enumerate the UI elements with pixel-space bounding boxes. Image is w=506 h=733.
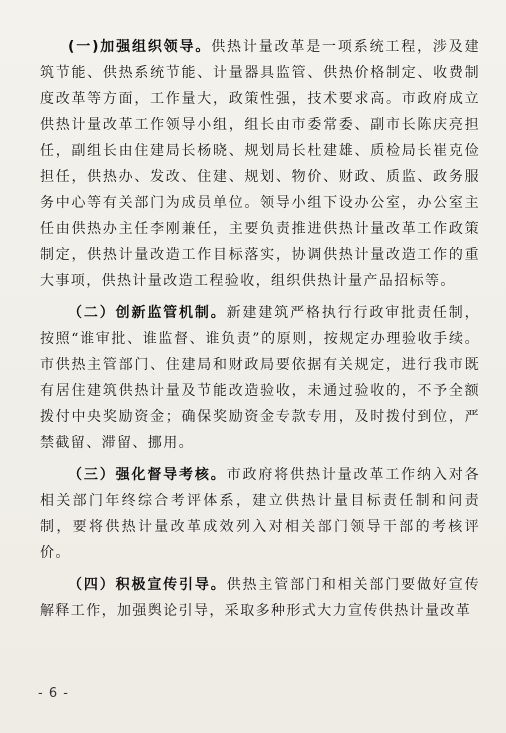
paragraph-heading: (一)加强组织领导。: [68, 39, 212, 55]
paragraph-publicity-guidance: [40, 572, 480, 624]
paragraph-supervision-assessment: [40, 462, 480, 566]
paragraph-text: 市政府将供热计量改革工作纳入对各相关部门年终综合考评体系，建立供热计量目标责任制和问责制，要将供热计量改革成效列入对相关部门领导干部的考核评价。: [40, 467, 480, 561]
paragraph-heading: （三）强化督导考核。: [68, 467, 227, 483]
paragraph-heading: （四）积极宣传引导。: [68, 577, 227, 593]
paragraph-text: 供热计量改革是一项系统工程，涉及建筑节能、供热系统节能、计量器具监管、供热价格制定、收费制度改革等方面，工作量大，政策性强，技术要求高。市政府成立供热计量改革工作领导小组，组长由市委常委、副市长陈庆亮担任，副组长由住建局长杨晓、规划局长杜建雄、质检局长崔克俭担任，供热办、发改、住建、规划、物价、财政、质监、政务服务中心等有关部门为成员单位。领导小组下设办公室，办公室主任由供热办主任李刚兼任，主要负责推进供热计量改革工作政策制定，供热计量改造工作目标落实，协调供热计量改造工作的重大事项，供热计量改造工程验收，组织供热计量产品招标等。: [40, 39, 480, 289]
document-body: [40, 34, 480, 630]
paragraph-heading: （二）创新监管机制。: [68, 305, 227, 321]
paragraph-text: 新建建筑严格执行行政审批责任制，按照“谁审批、谁监督、谁负责”的原则，按规定办理验收手续。市供热主管部门、住建局和财政局要依据有关规定，进行我市既有居住建筑供热计量及节能改造验收，未通过验收的，不予全额拨付中央奖励资金；确保奖励资金专款专用，及时拨付到位，严禁截留、滞留、挪用。: [40, 305, 480, 451]
paragraph-supervision-mechanism: [40, 300, 480, 456]
paragraph-text: 供热主管部门和相关部门要做好宣传解释工作，加强舆论引导，采取多种形式大力宣传供热计量改革: [40, 577, 480, 619]
page-number: - 6 -: [38, 686, 69, 701]
paragraph-organization-leadership: [40, 34, 480, 294]
